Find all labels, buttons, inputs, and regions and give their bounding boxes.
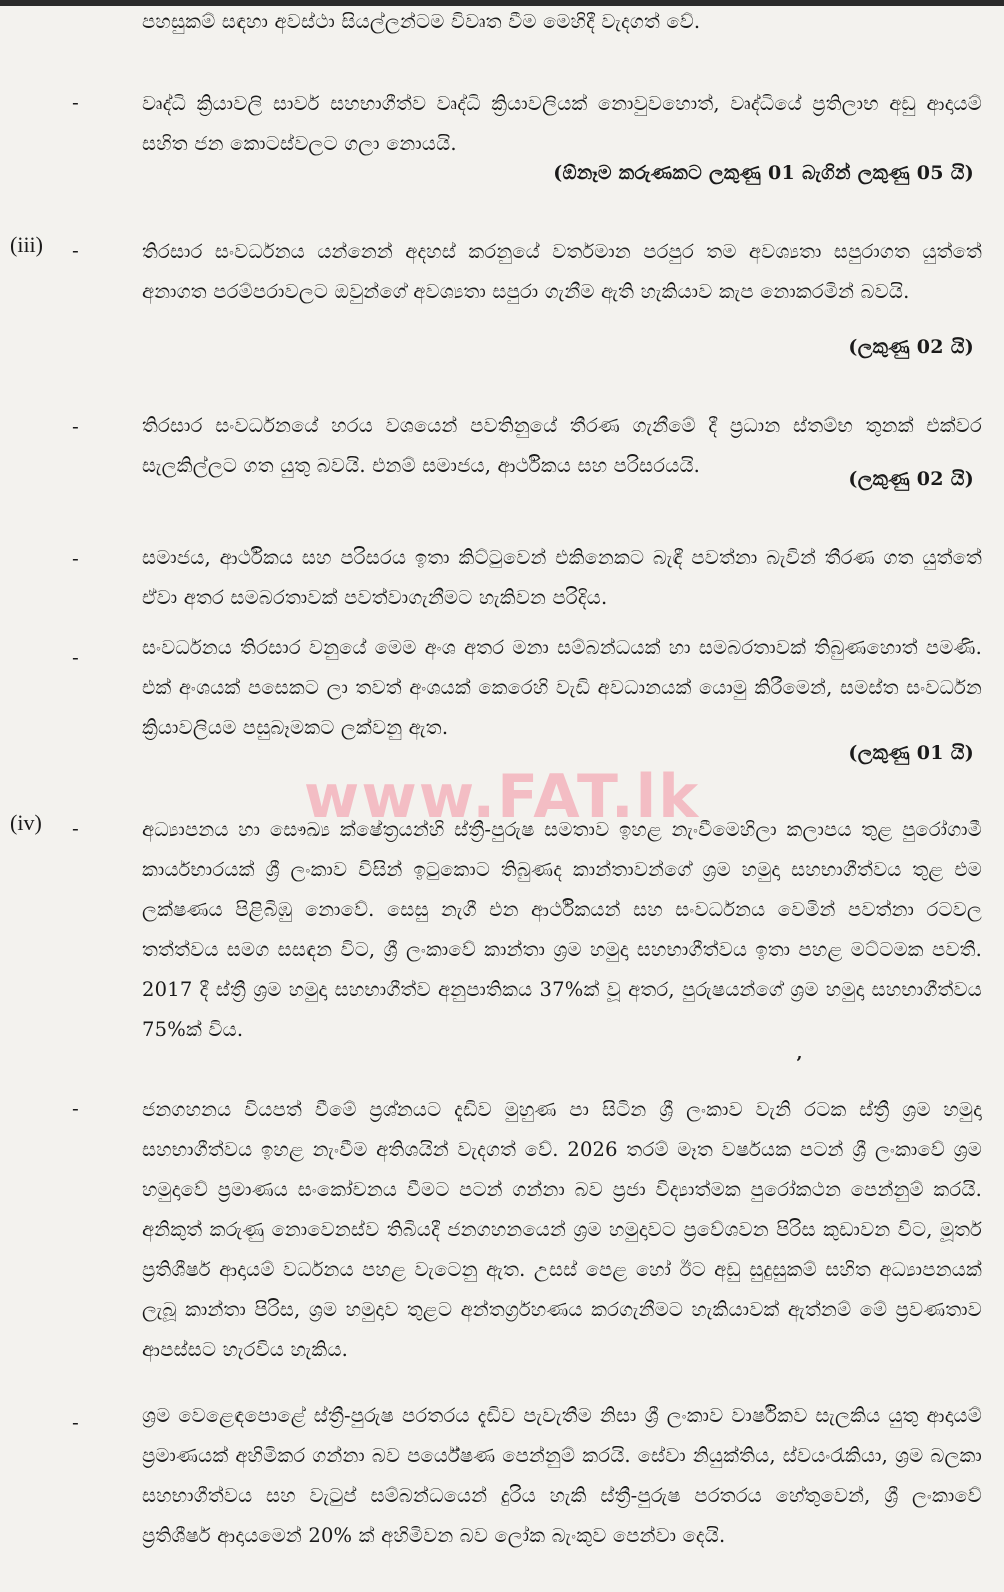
bullet-dash: - — [72, 1096, 79, 1120]
paragraph-growth-process: වෘද්ධි ක්‍රියාවලි සාර්ව සහභාගීත්ව වෘද්ධි ක්‍රියාවලියක් නොවුවහොත්, වෘද්ධියේ ප්‍රතිලාභ අඩු ආදායම් සහිත ජන කොටස්වලට ගලා නොයයි. — [142, 92, 982, 155]
paragraph-three-pillars: තිරසාර සංවර්ධනයේ හරය වශයෙන් පවතිනුයේ තීරණ ගැනීමේ දී ප්‍රධාන ස්තම්භ තුනක් එක්වර සැලකිල්ලට ගත යුතු බවයි. එනම් සමාජය, ආර්ථිකය සහ පරිසරයයි. — [142, 414, 982, 477]
section-marker-iv: (iv) — [10, 810, 42, 835]
marks-label: (ලකුණු 02 යි) — [848, 336, 974, 358]
paragraph-balance: සමාජය, ආර්ථිකය සහ පරිසරය ඉතා කිට්ටුවෙන් එකිනෙකට බැඳී පවත්නා බැවින් තීරණ ගත යුත්තේ ඒවා අතර සමබරතාවක් පවත්වාගැනීමට හැකිවන පරිදිය. — [142, 546, 982, 609]
bullet-dash: - — [72, 645, 79, 669]
section-marker-iii: (iii) — [10, 232, 43, 257]
watermark-text: www.FAT.lk — [303, 762, 701, 832]
paragraph-development-sustainable: සංවර්ධනය තිරසාර වනුයේ මෙම අංශ අතර මනා සම්බන්ධයක් හා සමබරතාවක් තිබුණහොත් පමණි. එක් අංශයක් පසෙකට ලා තවත් අංශයක් කෙරෙහි වැඩි අවධානයක් යොමු කිරීමෙන්, සමස්ත සංවර්ධන ක්‍රියාවලියම පසුබෑමකට ලක්වනු ඇත. — [142, 636, 982, 739]
paragraph-gender-gap: ශ්‍රම වෙළෙඳපොළේ ස්ත්‍රී-පුරුෂ පරතරය දැඩිව පැවැතීම නිසා ශ්‍රී ලංකාව වාර්ෂිකව සැලකිය යුතු ආදායම් ප්‍රමාණයක් අහිමිකර ගන්නා බව පර්යේෂණ පෙන්නුම් කරයි. සේවා නියුක්තිය, ස්වයංරැකියා, ශ්‍රම බලකා සහභාගීත්වය සහ වැටුප් සම්බන්ධයෙන් දුරිය හැකි ස්ත්‍රී-පුරුෂ පරතරය හේතුවෙන්, ශ්‍රී ලංකාවේ ප්‍රතිශීර්ෂ ආදායමෙන් 20% ක් අහිමිවන බව ලෝක බැංකුව පෙන්වා දෙයි. — [142, 1404, 982, 1547]
paragraph-continuation: පහසුකම් සඳහා අවස්ථා සියල්ලන්ටම විවෘත වීම මෙහිදී වැදගත් වේ. — [142, 10, 701, 33]
bullet-dash: - — [72, 238, 79, 262]
bullet-dash: - — [72, 546, 79, 570]
paragraph-sustainable-definition: තිරසාර සංවර්ධනය යන්නෙන් අදහස් කරනුයේ වර්තමාන පරපුර තම අවශ්‍යතා සපුරාගත යුත්තේ අනාගත පරම්පරාවලට ඔවුන්ගේ අවශ්‍යතා සපුරා ගැනීම ඇති හැකියාව කැප නොකරමින් බවයි. — [142, 240, 982, 303]
paragraph-ageing-population: ජනගහනය වියපත් වීමේ ප්‍රශ්නයට දැඩිව මුහුණ පා සිටින ශ්‍රී ලංකාව වැනි රටක ස්ත්‍රී ශ්‍රම හමුදා සහභාගීත්වය ඉහළ නැංවීම අතිශයින් වැදගත් වේ. 2026 තරම් මෑත වර්ෂයක පටන් ශ්‍රී ලංකාවේ ශ්‍රම හමුදාවේ ප්‍රමාණය සංකෝචනය වීමට පටන් ගන්නා බව ප්‍රජා විද්‍යාත්මක පුරෝකථන පෙන්නුම් කරයි. අනිකුත් කරුණු නොවෙනස්ව තිබියදී ජනගහනයෙන් ශ්‍රම හමුදාවට ප්‍රවේශවන පිරිස කුඩාවන විට, මූර්ත ප්‍රතිශීර්ෂ ආදායම් වර්ධනය පහළ වැටෙනු ඇත. උසස් පෙළ හෝ ඊට අඩු සුදුසුකම් සහිත අධ්‍යාපනයක් ලැබූ කාන්තා පිරිස, ශ්‍රම හමුදාව තුළට අන්තර්ග්‍රහණය කරගැනීමට හැකියාවක් ඇත්නම් මේ ප්‍රවණතාව ආපස්සට හැරවිය හැකිය. — [142, 1098, 982, 1361]
marks-label: (ලකුණු 01 යි) — [848, 742, 974, 764]
marks-label: (ඕනෑම කරුණකට ලකුණු 01 බැගින් ලකුණු 05 යි) — [553, 162, 974, 184]
bullet-dash: - — [72, 816, 79, 840]
bullet-dash: - — [72, 1410, 79, 1434]
bullet-dash: - — [72, 90, 79, 114]
bullet-dash: - — [72, 414, 79, 438]
paragraph-labour-participation: අධ්‍යාපනය හා සෞඛ්‍ය ක්ෂේත්‍රයන්හි ස්ත්‍රී-පුරුෂ සමතාව ඉහළ නැංවීමෙහිලා කලාපය තුළ පුරෝගාමී කාර්යභාරයක් ශ්‍රී ලංකාව විසින් ඉටුකොට තිබුණද කාන්තාවන්ගේ ශ්‍රම හමුදා සහභාගීත්වය තුළ එම ලක්ෂණය පිළිබිඹු නොවේ. සෙසු නැගී එන ආර්ථිකයන් සහ සංවර්ධනය වෙමින් පවත්නා රටවල තත්ත්වය සමග සසඳන විට, ශ්‍රී ලංකාවේ කාන්තා ශ්‍රම හමුදා සහභාගීත්වය ඉතා පහළ මට්ටමක පවතී. 2017 දී ස්ත්‍රී ශ්‍රම හමුදා සහභාගීත්ව අනුපාතිකය 37%ක් වූ අතර, පුරුෂයන්ගේ ශ්‍රම හමුදා සහභාගීත්වය 75%ක් විය. — [142, 818, 982, 1041]
stray-mark: ’ — [796, 1053, 803, 1074]
marks-label: (ලකුණු 02 යි) — [848, 468, 974, 490]
